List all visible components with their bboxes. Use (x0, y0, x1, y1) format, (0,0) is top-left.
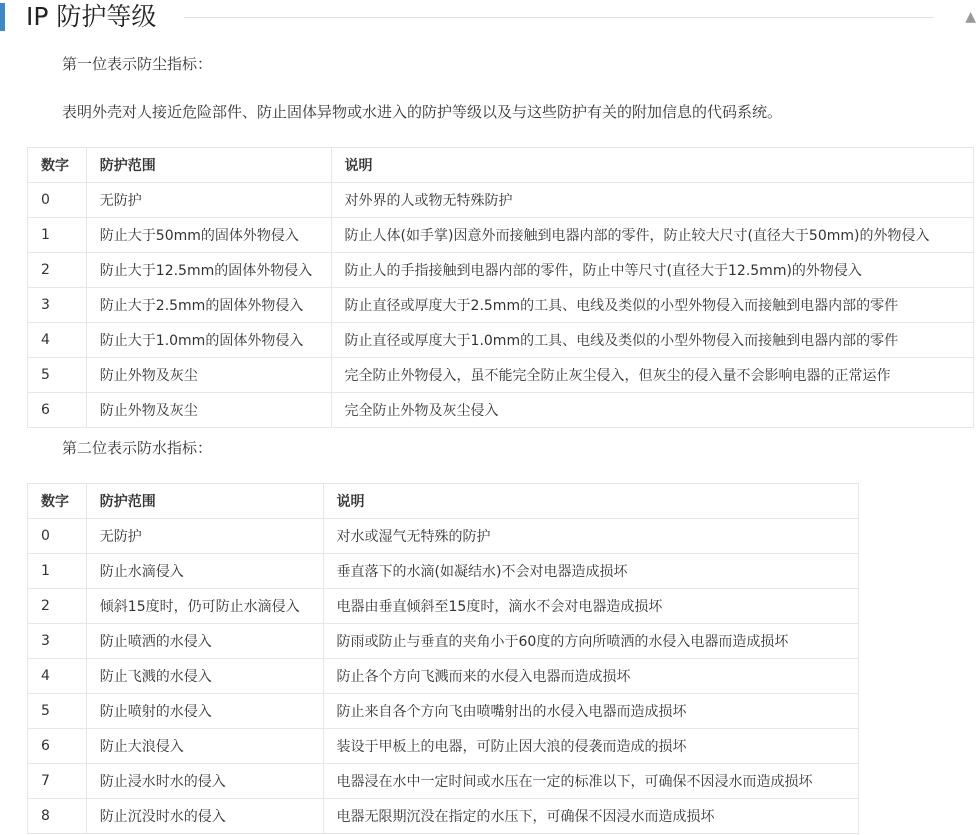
cell-digit: 3 (28, 288, 87, 323)
cell-description: 防止直径或厚度大于2.5mm的工具、电线及类似的小型外物侵入而接触到电器内部的零件 (331, 288, 973, 323)
cell-description: 完全防止外物侵入，虽不能完全防止灰尘侵入，但灰尘的侵入量不会影响电器的正常运作 (331, 358, 973, 393)
cell-digit: 4 (28, 659, 87, 694)
cell-description: 防雨或防止与垂直的夹角小于60度的方向所喷洒的水侵入电器而造成损坏 (323, 624, 858, 659)
cell-digit: 4 (28, 323, 87, 358)
cell-scope: 防止大于50mm的固体外物侵入 (86, 218, 331, 253)
table-row (28, 218, 974, 253)
cell-scope: 防止大于2.5mm的固体外物侵入 (86, 288, 331, 323)
arrow-up-icon[interactable]: ▲ (965, 9, 976, 25)
table-row (28, 358, 974, 393)
cell-description: 防止各个方向飞溅而来的水侵入电器而造成损坏 (323, 659, 858, 694)
cell-digit: 0 (28, 183, 87, 218)
cell-scope: 无防护 (86, 183, 331, 218)
cell-digit: 6 (28, 729, 87, 764)
cell-scope: 防止外物及灰尘 (86, 358, 331, 393)
cell-description: 电器由垂直倾斜至15度时，滴水不会对电器造成损坏 (323, 589, 858, 624)
table-row (28, 393, 974, 428)
table-row (28, 323, 974, 358)
table-row (28, 729, 859, 764)
cell-description: 防止直径或厚度大于1.0mm的工具、电线及类似的小型外物侵入而接触到电器内部的零件 (331, 323, 973, 358)
water-intro: 第二位表示防水指标： (62, 439, 213, 457)
page-title: IP 防护等级 (26, 2, 157, 31)
header-description: 说明 (331, 148, 973, 183)
cell-scope: 防止大于1.0mm的固体外物侵入 (86, 323, 331, 358)
cell-description: 装设于甲板上的电器，可防止因大浪的侵袭而造成的损坏 (323, 729, 858, 764)
cell-description: 对水或湿气无特殊的防护 (323, 519, 858, 554)
cell-scope: 防止水滴侵入 (86, 554, 323, 589)
dust-intro: 第一位表示防尘指标： (62, 55, 213, 73)
cell-digit: 8 (28, 799, 87, 834)
heading-divider (184, 17, 934, 18)
table-row (28, 764, 859, 799)
table-row (28, 659, 859, 694)
cell-scope: 防止大于12.5mm的固体外物侵入 (86, 253, 331, 288)
cell-digit: 2 (28, 589, 87, 624)
table-row (28, 799, 859, 834)
cell-scope: 防止大浪侵入 (86, 729, 323, 764)
header-digit: 数字 (28, 484, 87, 519)
cell-description: 防止来自各个方向飞由喷嘴射出的水侵入电器而造成损坏 (323, 694, 858, 729)
intro-description: 表明外壳对人接近危险部件、防止固体异物或水进入的防护等级以及与这些防护有关的附加信息的代码系统。 (62, 103, 783, 121)
cell-description: 防止人体(如手掌)因意外而接触到电器内部的零件，防止较大尺寸(直径大于50mm)的外物侵入 (331, 218, 973, 253)
table-row (28, 253, 974, 288)
cell-scope: 防止喷射的水侵入 (86, 694, 323, 729)
table-row (28, 519, 859, 554)
header-description: 说明 (323, 484, 858, 519)
cell-description: 完全防止外物及灰尘侵入 (331, 393, 973, 428)
cell-description: 垂直落下的水滴(如凝结水)不会对电器造成损坏 (323, 554, 858, 589)
table-row (28, 288, 974, 323)
heading-accent-bar (0, 3, 5, 31)
cell-scope: 防止浸水时水的侵入 (86, 764, 323, 799)
cell-digit: 7 (28, 764, 87, 799)
water-protection-table (27, 483, 859, 834)
cell-digit: 2 (28, 253, 87, 288)
cell-description: 电器无限期沉没在指定的水压下，可确保不因浸水而造成损坏 (323, 799, 858, 834)
header-digit: 数字 (28, 148, 87, 183)
cell-description: 电器浸在水中一定时间或水压在一定的标准以下，可确保不因浸水而造成损坏 (323, 764, 858, 799)
cell-digit: 0 (28, 519, 87, 554)
cell-description: 防止人的手指接触到电器内部的零件，防止中等尺寸(直径大于12.5mm)的外物侵入 (331, 253, 973, 288)
table-row (28, 694, 859, 729)
cell-scope: 防止飞溅的水侵入 (86, 659, 323, 694)
cell-scope: 倾斜15度时，仍可防止水滴侵入 (86, 589, 323, 624)
table-row (28, 624, 859, 659)
cell-digit: 1 (28, 554, 87, 589)
cell-digit: 6 (28, 393, 87, 428)
table-header-row (28, 148, 974, 183)
cell-digit: 1 (28, 218, 87, 253)
table-row (28, 554, 859, 589)
section-heading (0, 0, 978, 36)
dust-protection-table (27, 147, 974, 428)
table-header-row (28, 484, 859, 519)
table-row (28, 589, 859, 624)
cell-digit: 3 (28, 624, 87, 659)
header-scope: 防护范围 (86, 148, 331, 183)
cell-scope: 防止喷洒的水侵入 (86, 624, 323, 659)
cell-scope: 防止外物及灰尘 (86, 393, 331, 428)
cell-digit: 5 (28, 358, 87, 393)
cell-digit: 5 (28, 694, 87, 729)
table-row (28, 183, 974, 218)
cell-scope: 无防护 (86, 519, 323, 554)
cell-description: 对外界的人或物无特殊防护 (331, 183, 973, 218)
cell-scope: 防止沉没时水的侵入 (86, 799, 323, 834)
header-scope: 防护范围 (86, 484, 323, 519)
